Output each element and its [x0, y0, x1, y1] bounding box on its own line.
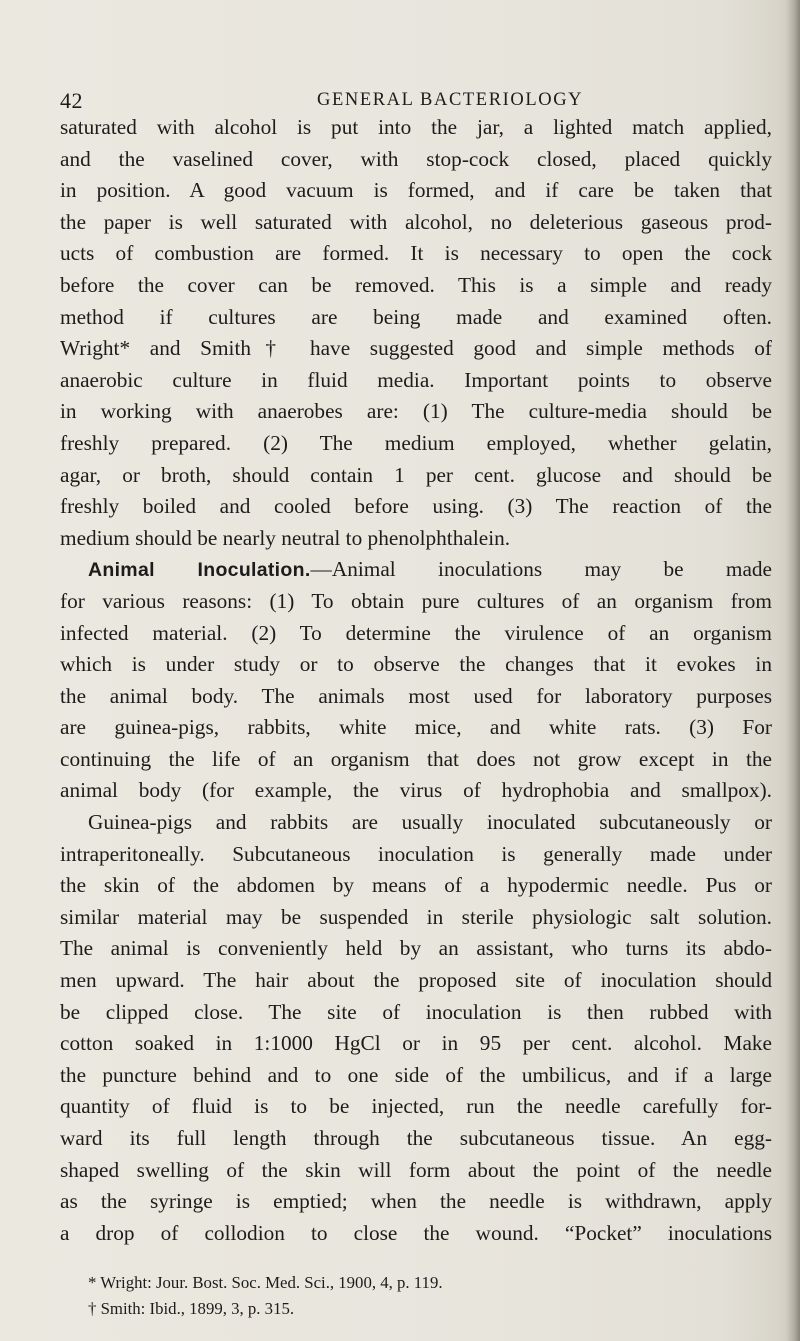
- text-line: freshly prepared. (2) The medium employed, whether gelatin,: [60, 430, 772, 455]
- text-line: animal body (for example, the virus of hydrophobia and smallpox).: [60, 778, 772, 803]
- text-line: are guinea-pigs, rabbits, white mice, and white rats. (3) For: [60, 715, 772, 740]
- section-first-line-text: —Animal inoculations may be made: [310, 557, 772, 582]
- text-line: ward its full length through the subcutaneous tissue. An egg-: [60, 1126, 772, 1150]
- text-line: the puncture behind and to one side of the umbilicus, and if a large: [60, 1062, 772, 1087]
- text-line: before the cover can be removed. This is a simple and ready: [60, 272, 772, 297]
- text-line: The animal is conveniently held by an assistant, who turns its abdo-: [60, 936, 772, 961]
- text-line: similar material may be suspended in sterile physiologic salt solution.: [60, 904, 772, 929]
- text-line: saturated with alcohol is put into the jar, a lighted match applied,: [60, 115, 772, 139]
- text-line: Wright* and Smith† have suggested good and simple methods of: [60, 336, 772, 361]
- text-line: the animal body. The animals most used for laboratory purposes: [60, 683, 772, 708]
- text-line: shaped swelling of the skin will form about the point of the needle: [60, 1157, 772, 1182]
- text-line: anaerobic culture in fluid media. Important points to observe: [60, 367, 772, 392]
- section-heading: Animal Inoculation.: [88, 559, 311, 582]
- text-line: intraperitoneally. Subcutaneous inoculation is generally made under: [60, 841, 772, 866]
- text-line: freshly boiled and cooled before using. (3) The reaction of the: [60, 494, 772, 519]
- text-line: which is under study or to observe the changes that it evokes in: [60, 652, 772, 677]
- text-line: infected material. (2) To determine the virulence of an organism: [60, 620, 772, 645]
- running-title: GENERAL BACTERIOLOGY: [317, 90, 584, 110]
- text-line: in working with anaerobes are: (1) The culture-media should be: [60, 399, 772, 424]
- text-line: ucts of combustion are formed. It is necessary to open the cock: [60, 241, 772, 266]
- text-line: as the syringe is emptied; when the needle is withdrawn, apply: [60, 1189, 772, 1214]
- text-line: the skin of the abdomen by means of a hypodermic needle. Pus or: [60, 873, 772, 898]
- text-line: be clipped close. The site of inoculation is then rubbed with: [60, 999, 772, 1024]
- page-edge-shadow: [786, 0, 800, 1341]
- footnote-smith: † Smith: Ibid., 1899, 3, p. 315.: [88, 1299, 295, 1318]
- text-line: the paper is well saturated with alcohol, no deleterious gaseous prod-: [60, 209, 772, 234]
- body-text: [60, 112, 772, 1249]
- text-line: for various reasons: (1) To obtain pure cultures of an organism from: [60, 588, 772, 613]
- text-line: in position. A good vacuum is formed, and if care be taken that: [60, 178, 772, 203]
- text-line: method if cultures are being made and examined often.: [60, 304, 772, 329]
- text-line: and the vaselined cover, with stop-cock closed, placed quickly: [60, 146, 772, 171]
- page-number: 42: [60, 88, 83, 113]
- text-line: quantity of fluid is to be injected, run the needle carefully for-: [60, 1094, 772, 1119]
- text-line: a drop of collodion to close the wound. “Pocket” inoculations: [60, 1220, 772, 1245]
- text-line: men upward. The hair about the proposed site of inoculation should: [60, 968, 772, 993]
- text-line: Guinea-pigs and rabbits are usually inoculated subcutaneously or: [88, 810, 772, 835]
- text-line: agar, or broth, should contain 1 per cent. glucose and should be: [60, 462, 772, 487]
- footnotes: [88, 1270, 728, 1322]
- text-line: medium should be nearly neutral to phenolphthalein.: [60, 525, 511, 550]
- section-first-line: [60, 554, 772, 586]
- text-line: cotton soaked in 1:1000 HgCl or in 95 per cent. alcohol. Make: [60, 1031, 772, 1056]
- text-line: continuing the life of an organism that does not grow except in the: [60, 746, 772, 771]
- footnote-wright: * Wright: Jour. Bost. Soc. Med. Sci., 1900, 4, p. 119.: [88, 1273, 443, 1292]
